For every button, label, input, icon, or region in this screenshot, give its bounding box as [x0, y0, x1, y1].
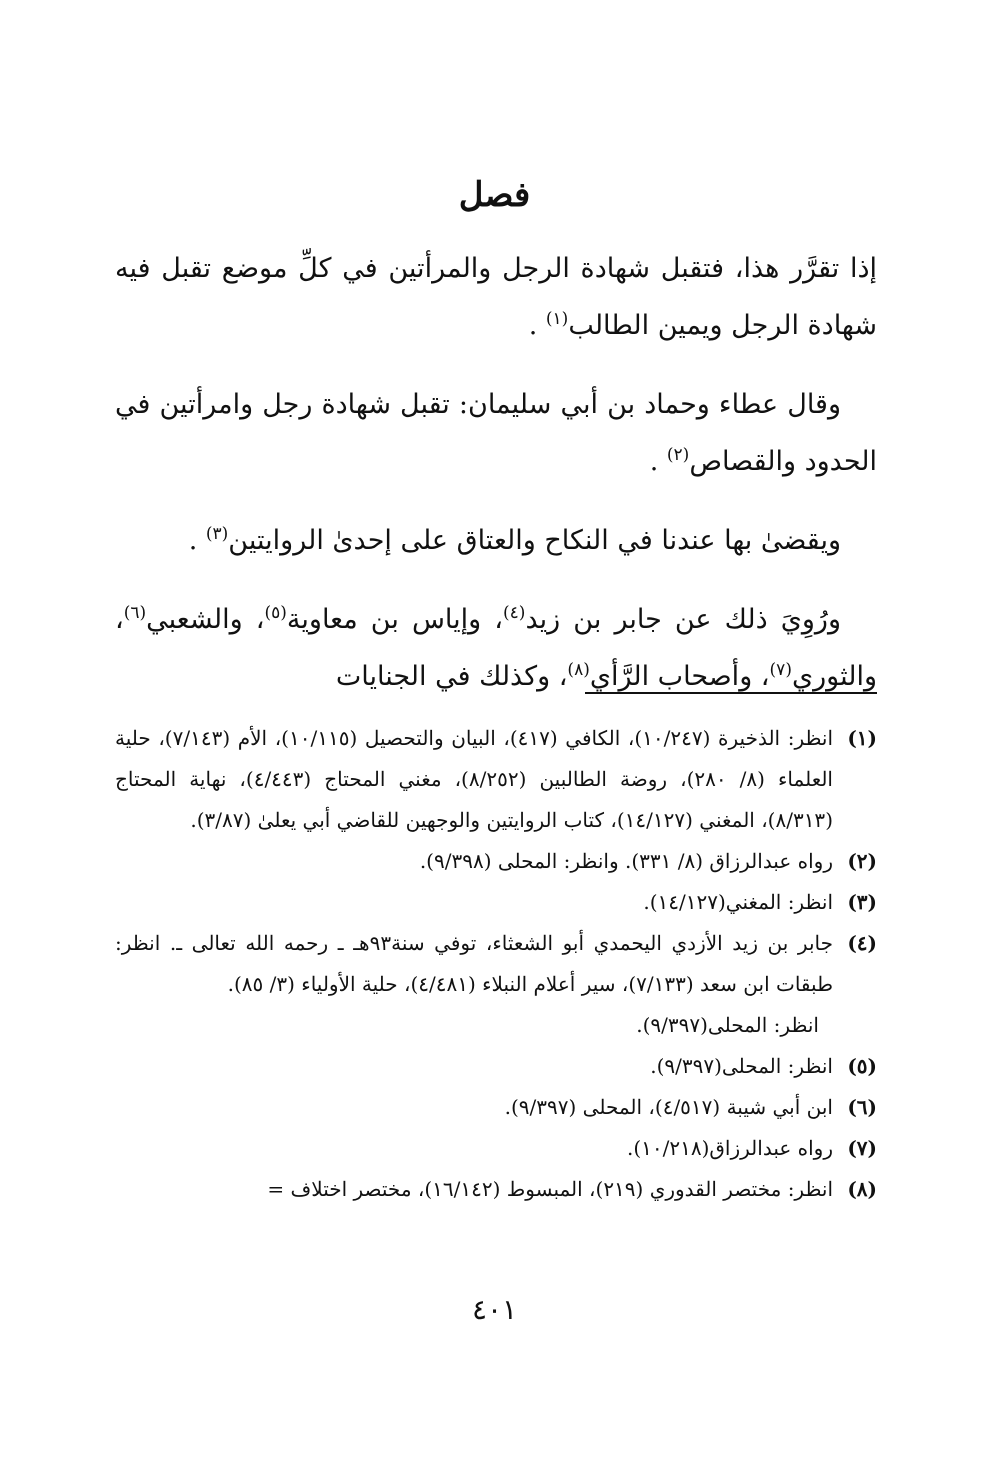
- footnote-number: (٥): [847, 1054, 877, 1078]
- main-text: [115, 240, 877, 727]
- paragraph-1-end: .: [528, 310, 546, 341]
- footnote-number: (٦): [847, 1095, 877, 1119]
- footnotes: [115, 718, 877, 1210]
- footnote-text: انظر: المغني(١٤/١٢٧).: [643, 890, 833, 914]
- footnote-continuation: [115, 1005, 877, 1046]
- footnote-text: ابن أبي شيبة (٤/٥١٧)، المحلى (٩/٣٩٧).: [504, 1095, 833, 1119]
- paragraph-4-part-c: ، والشعبي: [146, 604, 265, 635]
- footnote-text: انظر: المحلى(٩/٣٩٧).: [636, 1013, 819, 1037]
- paragraph-3-end: .: [188, 525, 206, 556]
- paragraph-4-part-f: ، وكذلك في الجنايات: [335, 661, 568, 692]
- footnote-text: رواه عبدالرزاق (٨/ ٣٣١). وانظر: المحلى (٩/٣٩٨).: [419, 849, 833, 873]
- footnote-item: [115, 841, 877, 882]
- footnote-item: [115, 718, 877, 841]
- paragraph-3-text: ويقضىٰ بها عندنا في النكاح والعتاق على إحدىٰ الروايتين: [228, 525, 841, 556]
- paragraph-1: [115, 240, 877, 354]
- footnote-text: رواه عبدالرزاق(١٠/٢١٨).: [626, 1136, 833, 1160]
- paragraph-4-part-a: ورُوِيَ ذلك عن جابر بن زيد: [525, 604, 842, 635]
- footnote-ref-5: (٥): [264, 603, 287, 623]
- footnote-text: انظر: مختصر القدوري (٢١٩)، المبسوط (١٦/١٤٢)، مختصر اختلاف =: [267, 1177, 833, 1201]
- footnote-ref-4: (٤): [503, 603, 526, 623]
- footnote-number: (٢): [847, 849, 877, 873]
- footnote-ref-7: (٧): [769, 660, 792, 680]
- paragraph-4: [115, 591, 877, 705]
- footnote-number: (١): [847, 726, 877, 750]
- footnote-text: انظر: المحلى(٩/٣٩٧).: [650, 1054, 833, 1078]
- section-heading: فصل: [458, 175, 531, 215]
- footnote-ref-6: (٦): [123, 603, 147, 623]
- paragraph-2-text: وقال عطاء وحماد بن أبي سليمان: تقبل شهادة رجل وامرأتين في الحدود والقصاص: [115, 389, 877, 477]
- footnote-ref-8: (٨): [567, 660, 590, 680]
- footnote-item: [115, 1087, 877, 1128]
- paragraph-4-part-d: ، والثوري: [115, 604, 877, 692]
- footnote-number: (٨): [847, 1177, 877, 1201]
- paragraph-2-end: .: [649, 446, 667, 477]
- footnote-item: [115, 1046, 877, 1087]
- footnote-ref-1: (١): [545, 309, 569, 329]
- footnote-separator: [585, 692, 877, 694]
- page-number: ٤٠١: [471, 1293, 518, 1326]
- footnote-number: (٣): [847, 890, 877, 914]
- paragraph-2: [115, 376, 877, 490]
- footnote-number: (٤): [847, 931, 877, 955]
- footnote-item: [115, 882, 877, 923]
- footnote-ref-3: (٣): [205, 524, 229, 544]
- paragraph-4-part-b: ، وإياس بن معاوية: [286, 604, 504, 635]
- footnote-text: جابر بن زيد الأزدي اليحمدي أبو الشعثاء، توفي سنة٩٣هـ ـ رحمه الله تعالى ـ. انظر: طبقات ابن سعد (٧/١٣٣)، سير أعلام النبلاء (٤/٤٨١)، حلية الأولياء (٣/ ٨٥).: [115, 931, 833, 996]
- paragraph-4-part-e: ، وأصحاب الرَّأي: [589, 661, 770, 692]
- footnote-ref-2: (٢): [666, 445, 690, 465]
- paragraph-3: [115, 512, 877, 569]
- footnote-item: [115, 923, 877, 1005]
- footnote-number: (٧): [847, 1136, 877, 1160]
- footnote-text: انظر: الذخيرة (١٠/٢٤٧)، الكافي (٤١٧)، البيان والتحصيل (١٠/١١٥)، الأم (٧/١٤٣)، حلية العلماء (٨/ ٢٨٠)، روضة الطالبين (٨/٢٥٢)، مغني المحتاج (٤/٤٤٣)، نهاية المحتاج (٨/٣١٣)، المغني (١٤/١٢٧)، كتاب الروايتين والوجهين للقاضي أبي يعلىٰ (٣/٨٧).: [115, 726, 834, 832]
- footnote-item: [115, 1169, 877, 1210]
- footnote-item: [115, 1128, 877, 1169]
- paragraph-1-text: إذا تقرَّر هذا، فتقبل شهادة الرجل والمرأتين في كلِّ موضع تقبل فيه شهادة الرجل ويمين الطالب: [115, 253, 877, 341]
